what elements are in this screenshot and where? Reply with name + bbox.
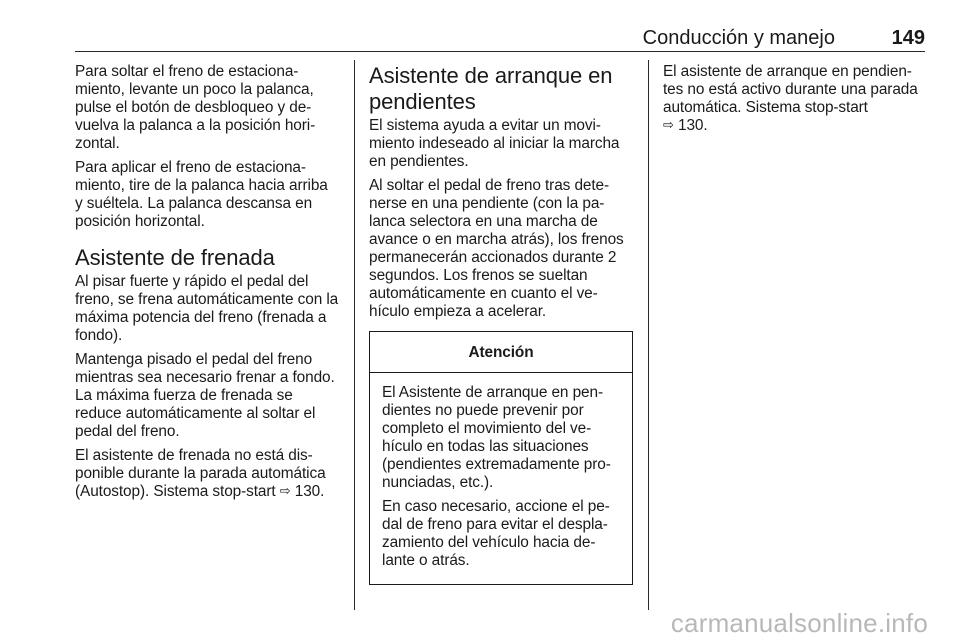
- paragraph: En caso necesario, accione el pe-dal de freno para evitar el despla-zamiento del vehículo hacia de-lante o atrás.: [382, 498, 610, 569]
- page-reference-link[interactable]: 130.: [677, 117, 708, 134]
- watermark: carmanualsonline.info: [670, 608, 928, 638]
- column-3: [663, 63, 927, 141]
- column-divider-2: [648, 60, 649, 610]
- column-1: [75, 63, 339, 507]
- header-rule: [75, 51, 925, 52]
- paragraph: Al pisar fuerte y rápido el pedal del freno, se frena automáticamente con la máxima potencia del freno (frenada a fondo).: [75, 273, 339, 344]
- paragraph-text: El asistente de frenada no está dis-ponible durante la parada automática (Autostop). Sistema stop-start: [75, 447, 326, 500]
- paragraph: Al soltar el pedal de freno tras dete-nerse en una pendiente (con la pa-lanca selectora en una marcha de avance o en marcha atrás), los frenos permanecerán accionados durante 2 segundos. Los frenos se sueltan automáticamente en cuanto el ve-hículo empieza a acelerar.: [369, 177, 624, 320]
- paragraph: El Asistente de arranque en pen-dientes no puede prevenir por completo el movimiento del ve-hículo en todas las situaciones (pendientes extremadamente pro-nunciadas, etc.).: [382, 384, 611, 491]
- caution-box: [369, 331, 633, 585]
- column-2: [369, 63, 633, 585]
- caution-title: Atención: [370, 332, 632, 373]
- page-reference-arrow-icon: ⇨: [279, 483, 291, 498]
- page-header: [75, 22, 925, 52]
- section-heading-hill-start-assist: Asistente de arranque en pendientes: [369, 63, 613, 114]
- section-heading-brake-assist: Asistente de frenada: [75, 245, 275, 270]
- paragraph: [663, 63, 927, 135]
- page-reference-arrow-icon: ⇨: [663, 117, 674, 132]
- chapter-title: Conducción y manejo: [642, 27, 835, 49]
- paragraph: Para soltar el freno de estaciona-miento, levante un poco la palanca, pulse el botón de desbloqueo y de-vuelva la palanca a la posición hori-zontal.: [75, 63, 316, 152]
- caution-body: [370, 373, 632, 584]
- paragraph-text: El asistente de arranque en pendien-tes no está activo durante una parada automática. Sistema stop-start: [663, 63, 918, 116]
- paragraph: [75, 447, 339, 501]
- paragraph: Mantenga pisado el pedal del freno mientras sea necesario frenar a fondo. La máxima fuerza de frenada se reduce automáticamente al soltar el pedal del freno.: [75, 351, 335, 440]
- page-number: 149: [891, 27, 925, 49]
- page-reference-link[interactable]: 130.: [294, 483, 325, 500]
- column-divider-1: [354, 60, 355, 610]
- paragraph: Para aplicar el freno de estaciona-miento, tire de la palanca hacia arriba y suéltela. La palanca descansa en posición horizontal.: [75, 159, 328, 230]
- paragraph: El sistema ayuda a evitar un movi-miento indeseado al iniciar la marcha en pendientes.: [369, 117, 620, 170]
